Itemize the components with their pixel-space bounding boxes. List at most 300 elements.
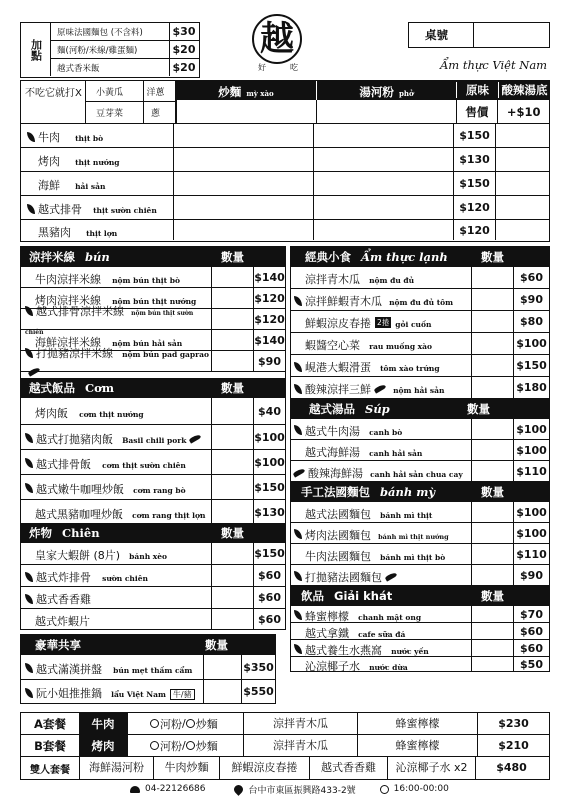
noodle-soup-vn: phở: [398, 88, 414, 98]
set-opt2: 炒麵: [195, 717, 218, 731]
qty-cell[interactable]: [203, 680, 241, 703]
set-row: [21, 735, 549, 757]
rice-header: [21, 378, 285, 398]
noodle-table: [20, 124, 550, 242]
bun-header: [21, 247, 285, 267]
soup-row-price: $100: [513, 440, 549, 460]
qty-cell[interactable]: [471, 267, 513, 288]
share-header: [21, 635, 275, 655]
bun-row: [21, 267, 285, 288]
snack-row-badge: 2捲: [377, 318, 390, 327]
qty-cell[interactable]: [211, 475, 253, 499]
share-title: 豪華共享: [35, 638, 81, 652]
banhmi-row-price: $110: [513, 544, 549, 564]
double-set-row: [21, 757, 549, 779]
set-price: $210: [477, 735, 549, 756]
share-row-vn: lẩu Việt Nam: [111, 690, 166, 699]
bun-row-vn: nộm bún pad gaprao: [122, 350, 209, 359]
fried-row: [21, 565, 285, 587]
set-meat: 烤肉: [79, 735, 127, 756]
banhmi-row-price: $90: [513, 565, 549, 585]
leaf-icon: [25, 306, 33, 316]
soup-qty-cell[interactable]: [313, 148, 453, 171]
qty-cell[interactable]: [211, 587, 253, 608]
set-sep: /: [182, 739, 186, 752]
noodle-row-price: $120: [453, 220, 495, 240]
rice-row: [21, 475, 285, 500]
noodle-row-price: $120: [453, 196, 495, 219]
qty-cell[interactable]: [211, 330, 253, 350]
banhmi-row-price: $100: [513, 502, 549, 522]
banhmi-row-zh: 烤肉法國麵包: [305, 528, 371, 542]
rice-qty-head: 數量: [221, 381, 244, 395]
noodle-row-zh: 牛肉: [38, 131, 60, 144]
drinks-row-price: $60: [513, 640, 549, 656]
addon-row: [51, 23, 199, 41]
chili-icon: [293, 467, 306, 477]
snack-row: [291, 333, 549, 355]
set-noodle-choice[interactable]: [127, 713, 243, 734]
drinks-row: [291, 623, 549, 640]
phone-icon: [130, 786, 140, 793]
leaf-icon: [294, 529, 302, 539]
noodle-row-price: $150: [453, 172, 495, 195]
soup-row-vn: canh hải sản: [369, 448, 423, 458]
leaf-icon: [294, 571, 302, 581]
soup-row-price: $100: [513, 419, 549, 439]
noodle-row: [21, 148, 549, 172]
set-side: 涼拌青木瓜: [243, 713, 357, 734]
banhmi-row-vn: bánh mì thịt: [380, 510, 433, 520]
rice-row-zh: 烤肉飯: [35, 406, 68, 420]
share-row-vn: bún mẹt thấm cẩm: [113, 665, 193, 675]
share-row-zh: 阮小姐推推鍋: [36, 687, 102, 700]
rice-title-vn: Cơm: [85, 381, 115, 395]
banhmi-header: [291, 482, 549, 502]
bun-row-zh: 越式排骨涼拌米線: [36, 305, 124, 318]
rice-title: 越式飯品: [29, 381, 75, 395]
addon-item-price: $30: [172, 25, 196, 38]
snack-row-zh: 蝦醬空心菜: [305, 339, 360, 352]
table-number-field[interactable]: [473, 23, 549, 47]
bun-row: [21, 347, 285, 372]
sets-box: [20, 712, 550, 780]
leaf-icon: [27, 132, 35, 142]
rice-row-zh: 越式嫩牛咖哩炒飯: [36, 482, 124, 496]
leaf-icon: [294, 296, 302, 306]
banhmi-row-zh: 打拋豬法國麵包: [305, 570, 382, 584]
snack-title-vn: Ẩm thực lạnh: [361, 250, 448, 264]
noodle-row-zh: 烤肉: [38, 155, 60, 168]
spicy-check-cell[interactable]: [495, 148, 547, 171]
bun-row-price: $120: [253, 288, 285, 308]
qty-cell[interactable]: [471, 355, 513, 376]
snack-row-vn: tôm xào trứng: [380, 364, 440, 373]
noodle-spicy-label: 酸辣湯底: [498, 82, 550, 98]
rice-row: [21, 398, 285, 425]
bun-qty-head: 數量: [221, 250, 244, 264]
set-price: $230: [477, 713, 549, 734]
soup-qty-cell[interactable]: [313, 172, 453, 195]
bun-title: 涼拌米線: [29, 250, 75, 264]
set-name: B套餐: [34, 738, 66, 753]
qty-cell[interactable]: [471, 523, 513, 543]
noodle-row-vn: hải sản: [75, 182, 106, 191]
qty-cell[interactable]: [211, 565, 253, 586]
leaf-icon: [27, 204, 35, 214]
soup-qty-cell[interactable]: [313, 124, 453, 147]
fried-qty-cell[interactable]: [173, 124, 313, 147]
fried-qty-cell[interactable]: [173, 148, 313, 171]
fried-qty-head: 數量: [221, 526, 244, 540]
qty-cell[interactable]: [211, 351, 253, 371]
leaf-icon: [25, 663, 33, 673]
snack-qty-head: 數量: [481, 250, 504, 264]
soup-title-vn: Súp: [365, 402, 390, 416]
noodle-row-vn: thịt bò: [75, 134, 104, 143]
qty-cell[interactable]: [471, 640, 513, 656]
radio-icon[interactable]: [186, 719, 195, 728]
logo-char: 越: [260, 19, 294, 59]
fried-qty-cell[interactable]: [173, 220, 313, 240]
banhmi-row-price: $100: [513, 523, 549, 543]
banhmi-row: [291, 502, 549, 523]
soup-row-vn: canh bò: [369, 427, 403, 437]
spicy-check-cell[interactable]: [495, 196, 547, 219]
chili-icon: [385, 571, 398, 581]
qty-cell[interactable]: [471, 623, 513, 639]
snack-header: [291, 247, 549, 267]
banhmi-row: [291, 523, 549, 544]
snack-row-price: $90: [513, 289, 549, 310]
brand-tagline: Ẩm thực Việt Nam: [440, 58, 548, 72]
rice-row-zh: 越式黑豬咖哩炒飯: [35, 507, 123, 521]
rice-row-zh: 越式排骨飯: [36, 457, 91, 471]
qty-cell[interactable]: [211, 543, 253, 564]
snack-row-price: $60: [513, 267, 549, 288]
fried-row: [21, 587, 285, 609]
noodle-soup-label: 湯河粉: [359, 84, 394, 99]
noodle-subheader: [176, 100, 550, 124]
share-row-price: $550: [241, 680, 275, 703]
set-noodle-choice[interactable]: [127, 735, 243, 756]
addon-row: [51, 59, 199, 76]
bun-row-zh: 打拋豬涼拌米線: [36, 347, 113, 360]
noodle-row-vn: thịt nướng: [75, 158, 120, 167]
qty-cell[interactable]: [471, 419, 513, 439]
set-opt1: 河粉: [160, 717, 182, 731]
noodle-soup-qty-head: [316, 100, 455, 123]
set-sep: /: [182, 717, 186, 730]
snack-row-price: $80: [513, 311, 549, 332]
bun-row-price: $140: [253, 267, 285, 287]
set-opt2: 炒麵: [195, 739, 218, 753]
noodle-row-vn: thịt sườn chiên: [93, 206, 157, 215]
soup-row-price: $110: [513, 461, 549, 481]
qty-cell[interactable]: [471, 544, 513, 564]
nogo-label: 不吃它就打X: [25, 88, 82, 99]
left-column: [20, 246, 286, 630]
fried-row-zh: 皇家大蝦餅 (8片): [35, 549, 121, 562]
fried-row-price: $60: [253, 587, 285, 608]
leaf-icon: [25, 458, 33, 468]
soup-row-vn: canh hải sản chua cay: [370, 469, 463, 479]
drinks-qty-head: 數量: [481, 589, 504, 603]
snack-title: 經典小食: [305, 250, 351, 264]
snack-row: [291, 311, 549, 333]
leaf-icon: [25, 433, 33, 443]
soup-qty-cell[interactable]: [313, 196, 453, 219]
snack-row-vn: nộm đu đủ tôm: [389, 298, 454, 307]
noodle-row: [21, 124, 549, 148]
soup-row: [291, 461, 549, 482]
fried-row-vn: sườn chiên: [102, 574, 148, 583]
radio-icon[interactable]: [150, 719, 159, 728]
rice-row-vn: cơm thịt nướng: [79, 409, 144, 419]
banhmi-row: [291, 544, 549, 565]
bun-row-vn: nộm bún thịt bò: [112, 275, 180, 285]
banhmi-row-vn: bánh mì thịt bò: [380, 552, 446, 562]
nogo-check[interactable]: [133, 81, 143, 101]
addon-item-name: 原味法國麵包 (不含料): [57, 27, 143, 38]
qty-cell[interactable]: [471, 606, 513, 622]
bun-row-vn: nộm bún thịt nướng: [112, 296, 197, 306]
footer-hours: 16:00-00:00: [393, 784, 449, 794]
chili-icon: [374, 383, 387, 393]
share-box: [20, 634, 276, 704]
bun-row-vn: nộm bún hải sản: [112, 338, 183, 348]
qty-cell[interactable]: [471, 502, 513, 522]
rice-row-price: $40: [253, 398, 285, 424]
qty-cell[interactable]: [471, 565, 513, 585]
qty-cell[interactable]: [211, 450, 253, 474]
qty-cell[interactable]: [471, 440, 513, 460]
drinks-row-price: $50: [513, 657, 549, 671]
noodle-price-label: 售價: [456, 100, 498, 123]
drinks-row-vn: nước yến: [391, 646, 429, 656]
leaf-icon: [25, 688, 33, 698]
noodle-header: [176, 80, 550, 100]
qty-cell[interactable]: [211, 609, 253, 629]
share-row-zh: 越式滿漢拼盤: [36, 662, 102, 676]
qty-cell[interactable]: [471, 289, 513, 310]
rice-row-price: $150: [253, 475, 285, 499]
share-row-badge: 牛/豬: [170, 689, 195, 700]
clock-icon: [380, 785, 389, 794]
addon-item-name: 麵(河粉/米線/雞蛋麵): [57, 45, 138, 56]
snack-row-price: $180: [513, 377, 549, 398]
double-set-item: 越式香香雞: [309, 757, 387, 779]
spicy-check-cell[interactable]: [495, 172, 547, 195]
soup-row-zh: 越式牛肉湯: [305, 424, 360, 438]
snack-row: [291, 267, 549, 289]
rice-row-price: $100: [253, 425, 285, 449]
double-set-name: 雙人套餐: [30, 764, 70, 776]
rice-row-vn: cơm thịt sườn chiên: [102, 460, 186, 470]
fried-row: [21, 543, 285, 565]
leaf-icon: [294, 644, 302, 654]
addon-box: [20, 22, 200, 78]
chili-icon: [189, 433, 202, 443]
nogo-item: 小黃瓜: [85, 81, 133, 101]
logo-left: 好: [258, 63, 266, 72]
logo-right: 吃: [290, 63, 298, 72]
share-row-price: $350: [241, 655, 275, 679]
banhmi-row-zh: 越式法國麵包: [305, 507, 371, 521]
nogo-box: [20, 80, 176, 124]
double-set-item: 海鮮湯河粉: [79, 757, 153, 779]
qty-cell[interactable]: [211, 267, 253, 287]
drinks-row-price: $70: [513, 606, 549, 622]
banhmi-title-vn: bánh mỳ: [380, 485, 436, 499]
banhmi-row: [291, 565, 549, 586]
drinks-row-vn: nước dừa: [369, 662, 408, 672]
rice-row: [21, 450, 285, 475]
soup-title: 越式湯品: [309, 402, 355, 416]
drinks-row: [291, 606, 549, 623]
chili-icon: [28, 366, 41, 376]
qty-cell[interactable]: [211, 425, 253, 449]
bun-row-price: $140: [253, 330, 285, 350]
fried-row-vn: bánh xèo: [129, 552, 168, 561]
noodle-row-zh: 海鮮: [38, 179, 60, 192]
soup-qty-cell[interactable]: [313, 220, 453, 240]
drinks-row-zh: 蜂蜜檸檬: [305, 609, 349, 623]
noodle-row-vn: thịt lợn: [86, 228, 118, 238]
logo: [252, 14, 302, 64]
qty-cell[interactable]: [471, 461, 513, 481]
footer-phone: 04-22126686: [145, 784, 206, 794]
share-row: [21, 680, 275, 703]
addon-item-price: $20: [172, 61, 196, 74]
banhmi-row-vn: bánh mì thịt nướng: [378, 532, 449, 541]
drinks-row: [291, 657, 549, 671]
fried-title: 炸物: [29, 526, 52, 540]
noodle-fried-qty-head: [177, 100, 316, 123]
qty-cell[interactable]: [471, 657, 513, 671]
share-qty-head: 數量: [205, 638, 228, 652]
footer: [130, 782, 530, 796]
fried-row-zh: 越式炸排骨: [36, 571, 91, 584]
drinks-title-vn: Giải khát: [334, 589, 393, 603]
set-meat: 牛肉: [79, 713, 127, 734]
banhmi-qty-head: 數量: [481, 485, 504, 499]
noodle-fried-label: 炒麵: [218, 84, 242, 99]
double-set-item: 牛肉炒麵: [153, 757, 219, 779]
drinks-row-vn: chanh mật ong: [358, 612, 422, 622]
map-pin-icon: [232, 783, 245, 796]
radio-icon[interactable]: [150, 741, 159, 750]
spicy-check-cell[interactable]: [495, 124, 547, 147]
double-set-item: 沁涼椰子水 x2: [387, 757, 475, 779]
qty-cell[interactable]: [471, 311, 513, 332]
leaf-icon: [294, 610, 302, 620]
soup-row-zh: 酸辣海鮮湯: [308, 466, 363, 480]
snack-row: [291, 355, 549, 377]
snack-row: [291, 289, 549, 311]
bun-row-price: $120: [253, 309, 285, 329]
qty-cell[interactable]: [211, 500, 253, 524]
noodle-row: [21, 172, 549, 196]
snack-row: [291, 377, 549, 399]
leaf-icon: [294, 362, 302, 372]
soup-qty-head: 數量: [467, 402, 490, 416]
leaf-icon: [294, 384, 302, 394]
snack-row-vn: gỏi cuốn: [395, 320, 432, 329]
nogo-item: 豆芽菜: [85, 102, 133, 123]
fried-qty-cell[interactable]: [173, 172, 313, 195]
rice-row-vn: cơm rang thịt lợn: [132, 510, 206, 520]
drinks-row-vn: cafe sữa đá: [358, 629, 406, 639]
drinks-row-price: $60: [513, 623, 549, 639]
fried-row-zh: 越式香香雞: [36, 593, 91, 606]
radio-icon[interactable]: [186, 741, 195, 750]
nogo-item: 洋蔥: [143, 81, 167, 101]
share-row: [21, 655, 275, 680]
drinks-row-zh: 越式養生水燕窩: [305, 643, 382, 657]
snack-row-zh: 酸辣涼拌三鮮: [305, 383, 371, 396]
snack-row-vn: nộm đu đủ: [369, 276, 415, 285]
qty-cell[interactable]: [471, 377, 513, 398]
fried-title-vn: Chiên: [62, 526, 100, 540]
rice-row-zh: 越式打拋豬肉飯: [36, 432, 113, 446]
qty-cell[interactable]: [471, 333, 513, 354]
bun-row-zh: 牛肉涼拌米線: [35, 272, 101, 286]
table-number-label: 桌號: [425, 28, 448, 42]
qty-cell[interactable]: [211, 309, 253, 329]
drinks-header: [291, 586, 549, 606]
noodle-fried-vn: mỳ xào: [246, 88, 274, 98]
noodle-row-zh: 越式排骨: [38, 203, 82, 216]
noodle-section: [20, 80, 550, 242]
noodle-row-zh: 黑豬肉: [38, 225, 71, 239]
banhmi-row-zh: 牛肉法國麵包: [305, 549, 371, 563]
snack-row-zh: 峴港大蝦滑蛋: [305, 361, 371, 374]
snack-row-price: $150: [513, 355, 549, 376]
addon-label: 加點: [21, 23, 51, 76]
nogo-check[interactable]: [133, 102, 143, 123]
rice-row-price: $100: [253, 450, 285, 474]
leaf-icon: [25, 594, 33, 604]
double-set-item: 鮮蝦涼皮春捲: [219, 757, 309, 779]
qty-cell[interactable]: [203, 655, 241, 679]
bun-row: [21, 305, 285, 336]
qty-cell[interactable]: [211, 398, 253, 424]
addon-row: [51, 41, 199, 59]
snack-row-zh: 涼拌青木瓜: [305, 273, 360, 286]
footer-address: 台中市東區振興路433-2號: [248, 785, 356, 796]
noodle-orig-label: 原味: [456, 82, 498, 98]
fried-row-price: $60: [253, 609, 285, 629]
drinks-row-zh: 越式拿鐵: [305, 626, 349, 640]
fried-qty-cell[interactable]: [173, 196, 313, 219]
soup-row-zh: 越式海鮮湯: [305, 445, 360, 459]
fried-row-price: $150: [253, 543, 285, 564]
bun-row-price: $90: [253, 351, 285, 371]
spicy-check-cell[interactable]: [495, 220, 547, 240]
leaf-icon: [25, 348, 33, 358]
drinks-title: 飲品: [301, 589, 324, 603]
soup-row: [291, 419, 549, 440]
qty-cell[interactable]: [211, 288, 253, 308]
bun-title-vn: bún: [85, 250, 110, 264]
leaf-icon: [294, 425, 302, 435]
rice-row-vn: cơm rang bò: [133, 485, 186, 495]
rice-row-price: $130: [253, 500, 285, 524]
snack-row-price: $100: [513, 333, 549, 354]
nogo-item: 蔥: [143, 102, 167, 123]
noodle-extra-label: +$10: [497, 100, 549, 123]
